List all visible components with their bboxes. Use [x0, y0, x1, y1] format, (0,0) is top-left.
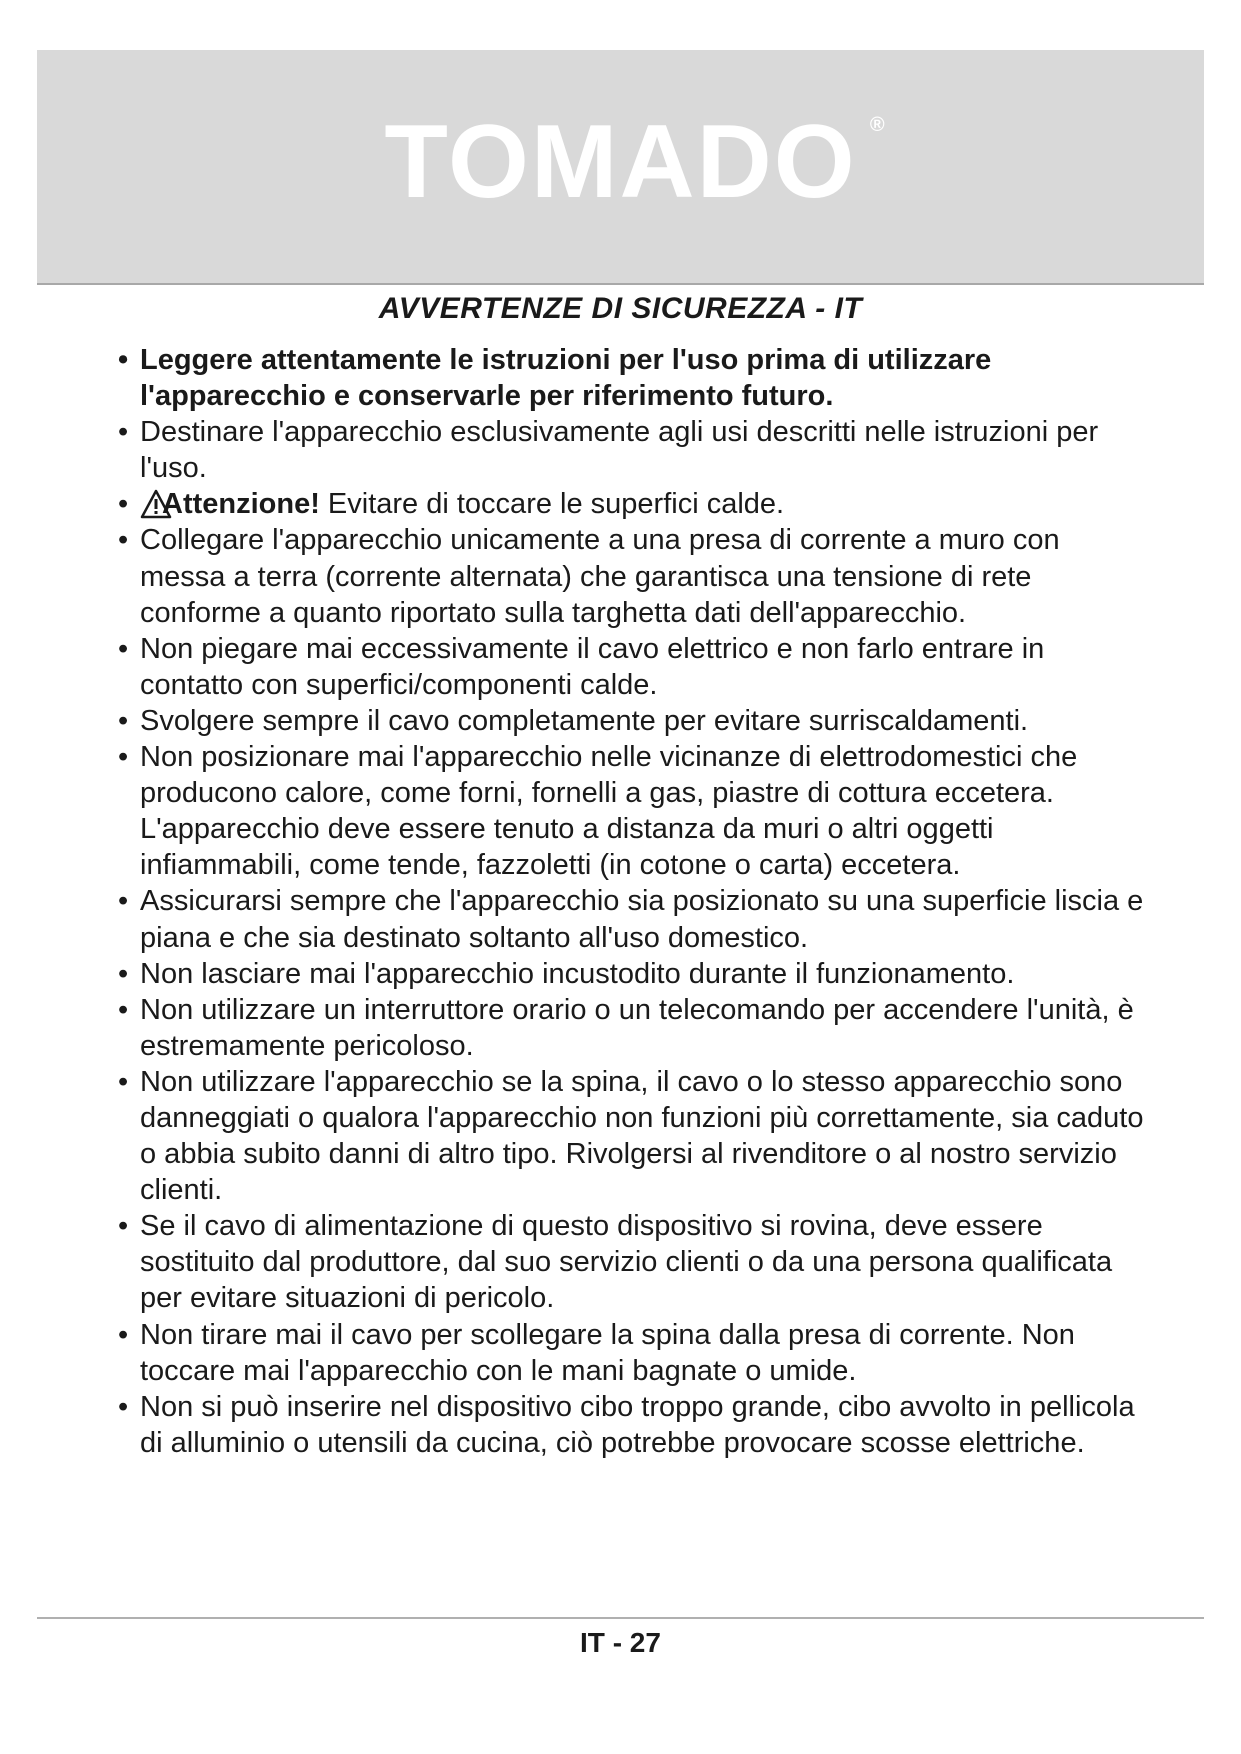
- list-item: [118, 486, 1148, 522]
- list-item: [118, 342, 1148, 414]
- bullet: •: [118, 344, 129, 376]
- list-item-text: Non lasciare mai l'apparecchio incustodito durante il funzionamento.: [140, 957, 1015, 990]
- list-item-text: Leggere attentamente le istruzioni per l'uso prima di utilizzare l'apparecchio e conservarle per riferimento futuro.: [140, 344, 992, 413]
- brand-logo-text: TOMADO: [384, 103, 857, 220]
- list-item-text: Non si può inserire nel dispositivo cibo troppo grande, cibo avvolto in pellicola di alluminio o utensili da cucina, ciò potrebbe provocare scosse elettriche.: [140, 1390, 1135, 1459]
- list-item: [118, 522, 1148, 630]
- list-item-text: Non utilizzare un interruttore orario o un telecomando per accendere l'unità, è estremamente pericoloso.: [140, 993, 1134, 1062]
- safety-warnings-list: [118, 342, 1148, 1461]
- bullet: •: [118, 1390, 129, 1423]
- list-item-text: Assicurarsi sempre che l'apparecchio sia posizionato su una superficie liscia e piana e che sia destinato soltanto all'uso domestico.: [140, 885, 1144, 954]
- header-band: [37, 50, 1204, 285]
- list-item: [118, 1208, 1148, 1316]
- list-item: [118, 1064, 1148, 1208]
- list-item: [118, 414, 1148, 486]
- list-item: [118, 956, 1148, 992]
- bullet: •: [118, 1065, 129, 1098]
- list-item-text: Collegare l'apparecchio unicamente a una presa di corrente a muro con messa a terra (corrente alternata) che garantisca una tensione di rete conforme a quanto riportato sulla targhetta dati dell'apparecchio.: [140, 524, 1060, 629]
- list-item-text: Non piegare mai eccessivamente il cavo elettrico e non farlo entrare in contatto con superfici/componenti calde.: [140, 632, 1045, 701]
- list-item-text: Se il cavo di alimentazione di questo dispositivo si rovina, deve essere sostituito dal produttore, dal suo servizio clienti o da una persona qualificata per evitare situazioni di pericolo.: [140, 1210, 1113, 1315]
- bullet: •: [118, 1210, 129, 1243]
- bullet: •: [118, 488, 129, 521]
- bullet: •: [118, 885, 129, 918]
- list-item: [118, 992, 1148, 1064]
- list-item: [118, 631, 1148, 703]
- list-item-text: Evitare di toccare le superfici calde.: [319, 488, 785, 521]
- list-item: [118, 739, 1148, 883]
- list-item-text: Non tirare mai il cavo per scollegare la spina dalla presa di corrente. Non toccare mai l'apparecchio con le mani bagnate o umide.: [140, 1318, 1075, 1387]
- list-item: [118, 1389, 1148, 1461]
- list-item: [118, 883, 1148, 955]
- bullet: •: [118, 741, 129, 774]
- bullet: •: [118, 957, 129, 990]
- list-item-text: Non posizionare mai l'apparecchio nelle vicinanze di elettrodomestici che producono calore, come forni, fornelli a gas, piastre di cottura eccetera. L'apparecchio deve essere tenuto a distanza da muri o altri oggetti infiammabili, come tende, fazzoletti (in cotone o carta) eccetera.: [140, 741, 1078, 882]
- page-number: IT - 27: [580, 1627, 661, 1658]
- section-title: AVVERTENZE DI SICUREZZA - IT: [378, 292, 863, 325]
- list-item-text: Non utilizzare l'apparecchio se la spina, il cavo o lo stesso apparecchio sono danneggiati o qualora l'apparecchio non funzioni più correttamente, sia caduto o abbia subito danni di altro tipo. Rivolgersi al rivenditore o al nostro servizio clienti.: [140, 1065, 1144, 1207]
- bullet: •: [118, 993, 129, 1026]
- brand-logo: [384, 103, 885, 220]
- bullet: •: [118, 524, 129, 557]
- list-item-text: Destinare l'apparecchio esclusivamente agli usi descritti nelle istruzioni per l'uso.: [140, 416, 1099, 485]
- list-item-text: Svolgere sempre il cavo completamente per evitare surriscaldamenti.: [140, 704, 1029, 737]
- bullet: •: [118, 416, 129, 449]
- list-item: [118, 1317, 1148, 1389]
- footer-divider: [37, 1617, 1204, 1619]
- attention-label: Attenzione!: [162, 488, 320, 521]
- bullet: •: [118, 632, 129, 665]
- list-item: [118, 703, 1148, 739]
- registered-mark: ®: [869, 113, 885, 136]
- bullet: •: [118, 1318, 129, 1351]
- bullet: •: [118, 704, 129, 737]
